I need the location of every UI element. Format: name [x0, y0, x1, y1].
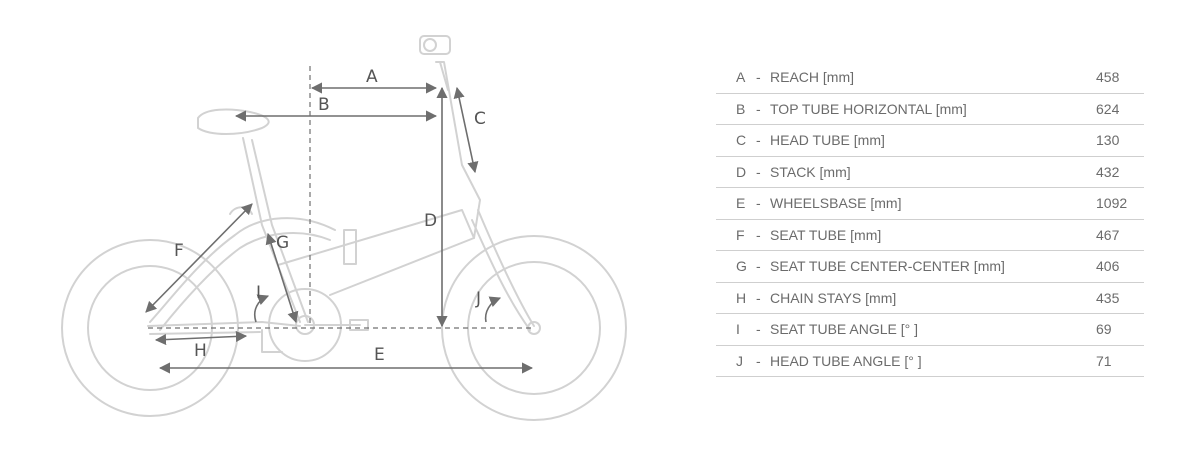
table-row: [716, 94, 1144, 126]
row-name: SEAT TUBE CENTER-CENTER [mm]: [770, 258, 1005, 275]
row-value: 458: [1096, 69, 1120, 86]
row-name: WHEELSBASE [mm]: [770, 195, 902, 212]
row-value: 1092: [1096, 195, 1128, 212]
main-frame-tube: [278, 210, 474, 295]
label-j: J: [476, 289, 482, 309]
row-value: 69: [1096, 321, 1112, 338]
row-letter: H: [736, 289, 747, 306]
row-value: 624: [1096, 100, 1120, 117]
row-letter: G: [736, 258, 747, 275]
row-dash: -: [756, 69, 761, 86]
label-g: G: [276, 233, 290, 253]
row-name: TOP TUBE HORIZONTAL [mm]: [770, 100, 967, 117]
table-row: [716, 188, 1144, 220]
frame-hinge: [344, 230, 356, 264]
row-dash: -: [756, 258, 761, 275]
arrow-j-head-angle: [486, 298, 500, 322]
label-e: E: [374, 345, 385, 365]
row-dash: -: [756, 100, 761, 117]
table-row: [716, 283, 1144, 315]
table-row: [716, 346, 1144, 378]
row-letter: D: [736, 163, 747, 180]
row-dash: -: [756, 132, 761, 149]
row-dash: -: [756, 321, 761, 338]
row-letter: E: [736, 195, 746, 212]
row-letter: B: [736, 100, 746, 117]
row-dash: -: [756, 226, 761, 243]
row-name: HEAD TUBE ANGLE [° ]: [770, 352, 922, 369]
row-value: 130: [1096, 132, 1120, 149]
table-row: [716, 62, 1144, 94]
front-tire-inner: [468, 262, 600, 394]
row-name: SEAT TUBE [mm]: [770, 226, 882, 243]
table-row: [716, 314, 1144, 346]
chain-stays: [148, 322, 300, 326]
row-letter: I: [736, 321, 740, 338]
geometry-table: [716, 62, 1144, 377]
row-value: 467: [1096, 226, 1120, 243]
row-dash: -: [756, 352, 761, 369]
arrow-f-seat-tube: [146, 204, 252, 312]
row-name: HEAD TUBE [mm]: [770, 132, 885, 149]
row-value: 71: [1096, 352, 1112, 369]
row-value: 435: [1096, 289, 1120, 306]
front-tire-outer: [442, 236, 626, 420]
label-f: F: [174, 241, 184, 261]
label-d: D: [424, 211, 438, 231]
table-row: [716, 125, 1144, 157]
row-name: STACK [mm]: [770, 163, 851, 180]
label-b: B: [318, 95, 330, 115]
label-c: C: [474, 109, 486, 129]
arrow-c-head-tube: [457, 88, 475, 172]
row-letter: A: [736, 69, 746, 86]
row-name: REACH [mm]: [770, 69, 854, 86]
row-letter: C: [736, 132, 747, 149]
seat-post: [243, 138, 300, 322]
saddle: [198, 110, 269, 134]
label-h: H: [194, 341, 207, 361]
row-letter: F: [736, 226, 745, 243]
table-row: [716, 220, 1144, 252]
label-i: I: [256, 283, 262, 303]
row-name: CHAIN STAYS [mm]: [770, 289, 897, 306]
geometry-rows: [716, 62, 1144, 377]
table-row: [716, 251, 1144, 283]
bicycle-illustration: [62, 36, 626, 420]
row-value: 406: [1096, 258, 1120, 275]
row-letter: J: [736, 352, 743, 369]
row-dash: -: [756, 195, 761, 212]
arrow-h-chain-stays: [156, 336, 246, 340]
label-a: A: [366, 67, 378, 87]
row-dash: -: [756, 289, 761, 306]
row-name: SEAT TUBE ANGLE [° ]: [770, 321, 918, 338]
table-row: [716, 157, 1144, 189]
row-dash: -: [756, 163, 761, 180]
row-value: 432: [1096, 163, 1120, 180]
